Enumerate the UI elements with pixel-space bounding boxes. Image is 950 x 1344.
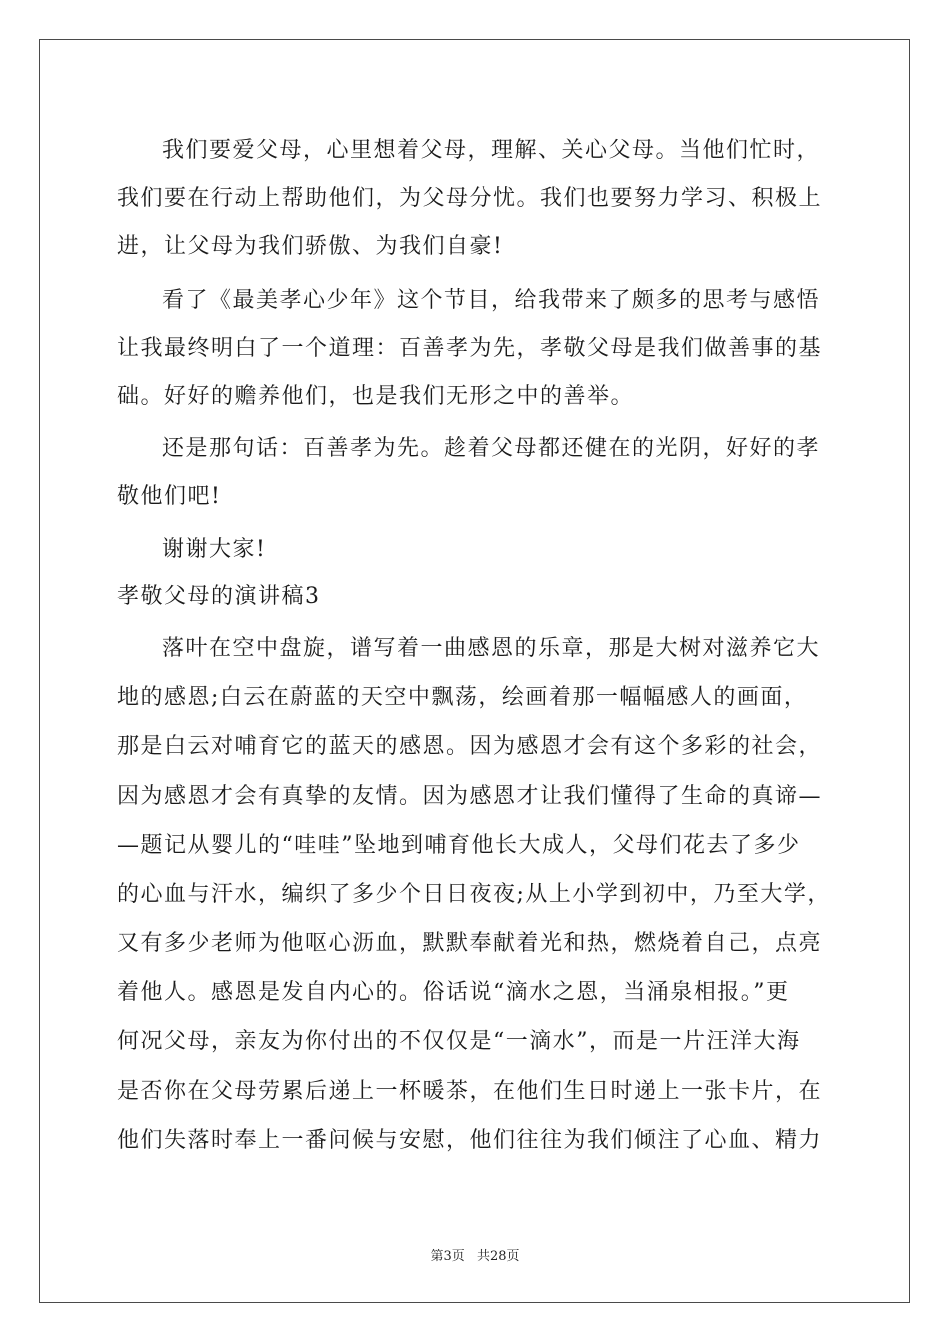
text-line: 我们要爱父母，心里想着父母，理解、关心父母。当他们忙时， xyxy=(162,138,821,163)
text-line: 他们失落时奉上一番问候与安慰，他们往往为我们倾注了心血、精力 xyxy=(117,1128,823,1153)
text-line: 地的感恩;白云在蔚蓝的天空中飘荡，绘画着那一幅幅感人的画面， xyxy=(117,685,808,710)
page-number: 第3页 xyxy=(430,1249,465,1264)
text-line: 何况父母，亲友为你付出的不仅仅是“一滴水”，而是一片汪洋大海 xyxy=(117,1029,801,1054)
page-total: 共28页 xyxy=(476,1249,520,1264)
text-line: 是否你在父母劳累后递上一杯暖茶，在他们生日时递上一张卡片，在 xyxy=(117,1079,823,1104)
text-line: 那是白云对哺育它的蓝天的感恩。因为感恩才会有这个多彩的社会， xyxy=(117,734,823,759)
text-line: —题记从婴儿的“哇哇”坠地到哺育他长大成人，父母们花去了多少 xyxy=(117,833,801,858)
text-line: 进，让父母为我们骄傲、为我们自豪! xyxy=(117,234,504,259)
text-line: 还是那句话：百善孝为先。趁着父母都还健在的光阴，好好的孝 xyxy=(162,436,821,461)
text-line: 的心血与汗水，编织了多少个日日夜夜;从上小学到初中，乃至大学， xyxy=(117,882,831,907)
text-line: 着他人。感恩是发自内心的。俗话说“滴水之恩，当涌泉相报。”更 xyxy=(117,980,790,1005)
text-line: 因为感恩才会有真挚的友情。因为感恩才让我们懂得了生命的真谛— xyxy=(117,784,823,809)
text-line: 让我最终明白了一个道理：百善孝为先，孝敬父母是我们做善事的基 xyxy=(117,336,823,361)
section-heading: 孝敬父母的演讲稿3 xyxy=(117,584,321,609)
text-line: 又有多少老师为他呕心沥血，默默奉献着光和热，燃烧着自己，点亮 xyxy=(117,931,823,956)
text-line: 谢谢大家! xyxy=(162,537,267,562)
text-line: 我们要在行动上帮助他们，为父母分忧。我们也要努力学习、积极上 xyxy=(117,186,823,211)
text-line: 看了《最美孝心少年》这个节目，给我带来了颇多的思考与感悟 xyxy=(162,288,821,313)
page-border xyxy=(39,39,910,1303)
text-line: 敬他们吧! xyxy=(117,484,222,509)
text-line: 落叶在空中盘旋，谱写着一曲感恩的乐章，那是大树对滋养它大 xyxy=(162,636,821,661)
page-footer xyxy=(0,1245,950,1264)
text-line: 础。好好的赡养他们，也是我们无形之中的善举。 xyxy=(117,384,635,409)
